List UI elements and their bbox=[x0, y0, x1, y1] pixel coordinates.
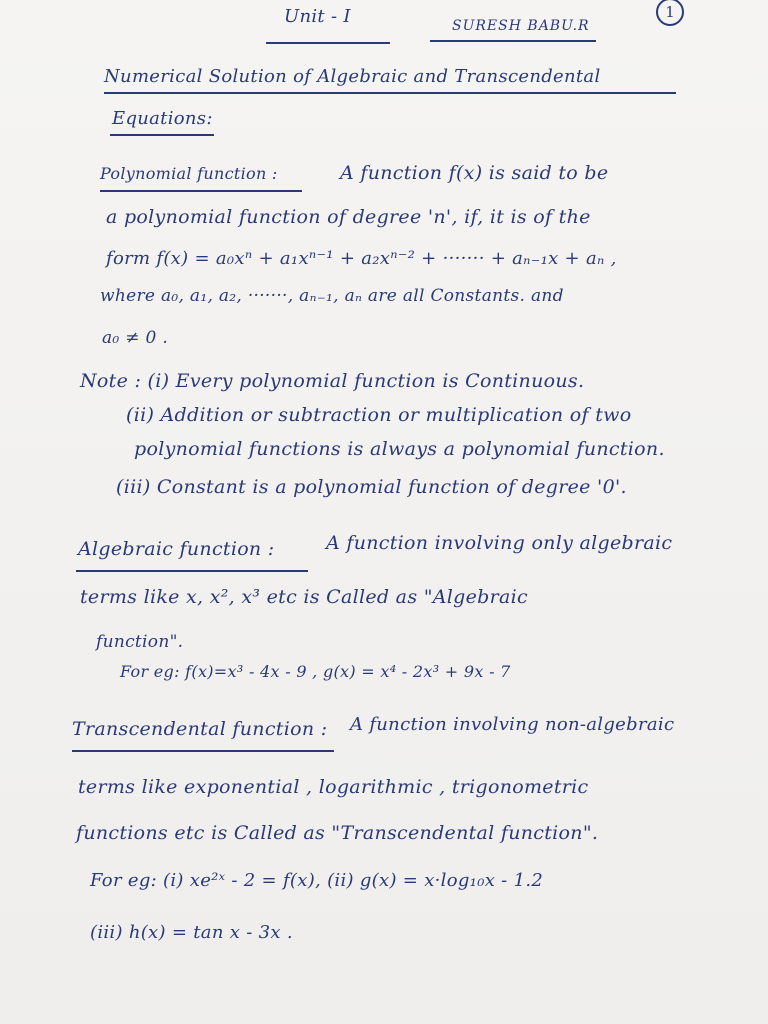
transcendental-line-1: A function involving non-algebraic bbox=[350, 714, 675, 735]
polynomial-heading: Polynomial function : bbox=[100, 164, 278, 183]
transcendental-line-2: terms like exponential , logarithmic , trigonometric bbox=[78, 776, 589, 798]
title-underline-1 bbox=[104, 92, 676, 94]
note-line-1: Note : (i) Every polynomial function is Continuous. bbox=[80, 370, 585, 392]
note-line-4: (iii) Constant is a polynomial function of degree '0'. bbox=[116, 476, 627, 498]
transcendental-line-5: (iii) h(x) = tan x - 3x . bbox=[90, 922, 293, 943]
polynomial-line-1: A function f(x) is said to be bbox=[340, 162, 609, 184]
unit-underline bbox=[266, 42, 390, 44]
note-line-2: (ii) Addition or subtraction or multiplication of two bbox=[126, 404, 632, 426]
note-line-3: polynomial functions is always a polynomial function. bbox=[134, 438, 665, 460]
polynomial-underline bbox=[100, 190, 302, 192]
title-line-2: Equations: bbox=[112, 108, 213, 129]
algebraic-line-4: For eg: f(x)=x³ - 4x - 9 , g(x) = x⁴ - 2x³ + 9x - 7 bbox=[120, 662, 511, 681]
title-underline-2 bbox=[110, 134, 214, 136]
polynomial-line-5: a₀ ≠ 0 . bbox=[102, 328, 169, 348]
transcendental-heading: Transcendental function : bbox=[72, 718, 328, 740]
algebraic-line-1: A function involving only algebraic bbox=[326, 532, 673, 554]
algebraic-line-2: terms like x, x², x³ etc is Called as "Algebraic bbox=[80, 586, 528, 608]
polynomial-line-2: a polynomial function of degree 'n', if, it is of the bbox=[106, 206, 591, 228]
page-number: 1 bbox=[656, 0, 684, 26]
transcendental-underline bbox=[72, 750, 334, 752]
unit-label: Unit - I bbox=[284, 6, 351, 27]
transcendental-line-3: functions etc is Called as "Transcendental function". bbox=[76, 822, 599, 844]
author-underline bbox=[430, 40, 596, 42]
title-line-1: Numerical Solution of Algebraic and Transcendental bbox=[104, 66, 601, 87]
polynomial-line-3: form f(x) = a₀xⁿ + a₁xⁿ⁻¹ + a₂xⁿ⁻² + ······· + aₙ₋₁x + aₙ , bbox=[106, 248, 617, 269]
algebraic-underline bbox=[76, 570, 308, 572]
author-name: SURESH BABU.R bbox=[452, 18, 590, 34]
transcendental-line-4: For eg: (i) xe²ˣ - 2 = f(x), (ii) g(x) = x·log₁₀x - 1.2 bbox=[90, 870, 544, 891]
algebraic-heading: Algebraic function : bbox=[78, 538, 275, 560]
algebraic-line-3: function". bbox=[96, 632, 184, 652]
polynomial-line-4: where a₀, a₁, a₂, ·······, aₙ₋₁, aₙ are all Constants. and bbox=[100, 286, 564, 306]
